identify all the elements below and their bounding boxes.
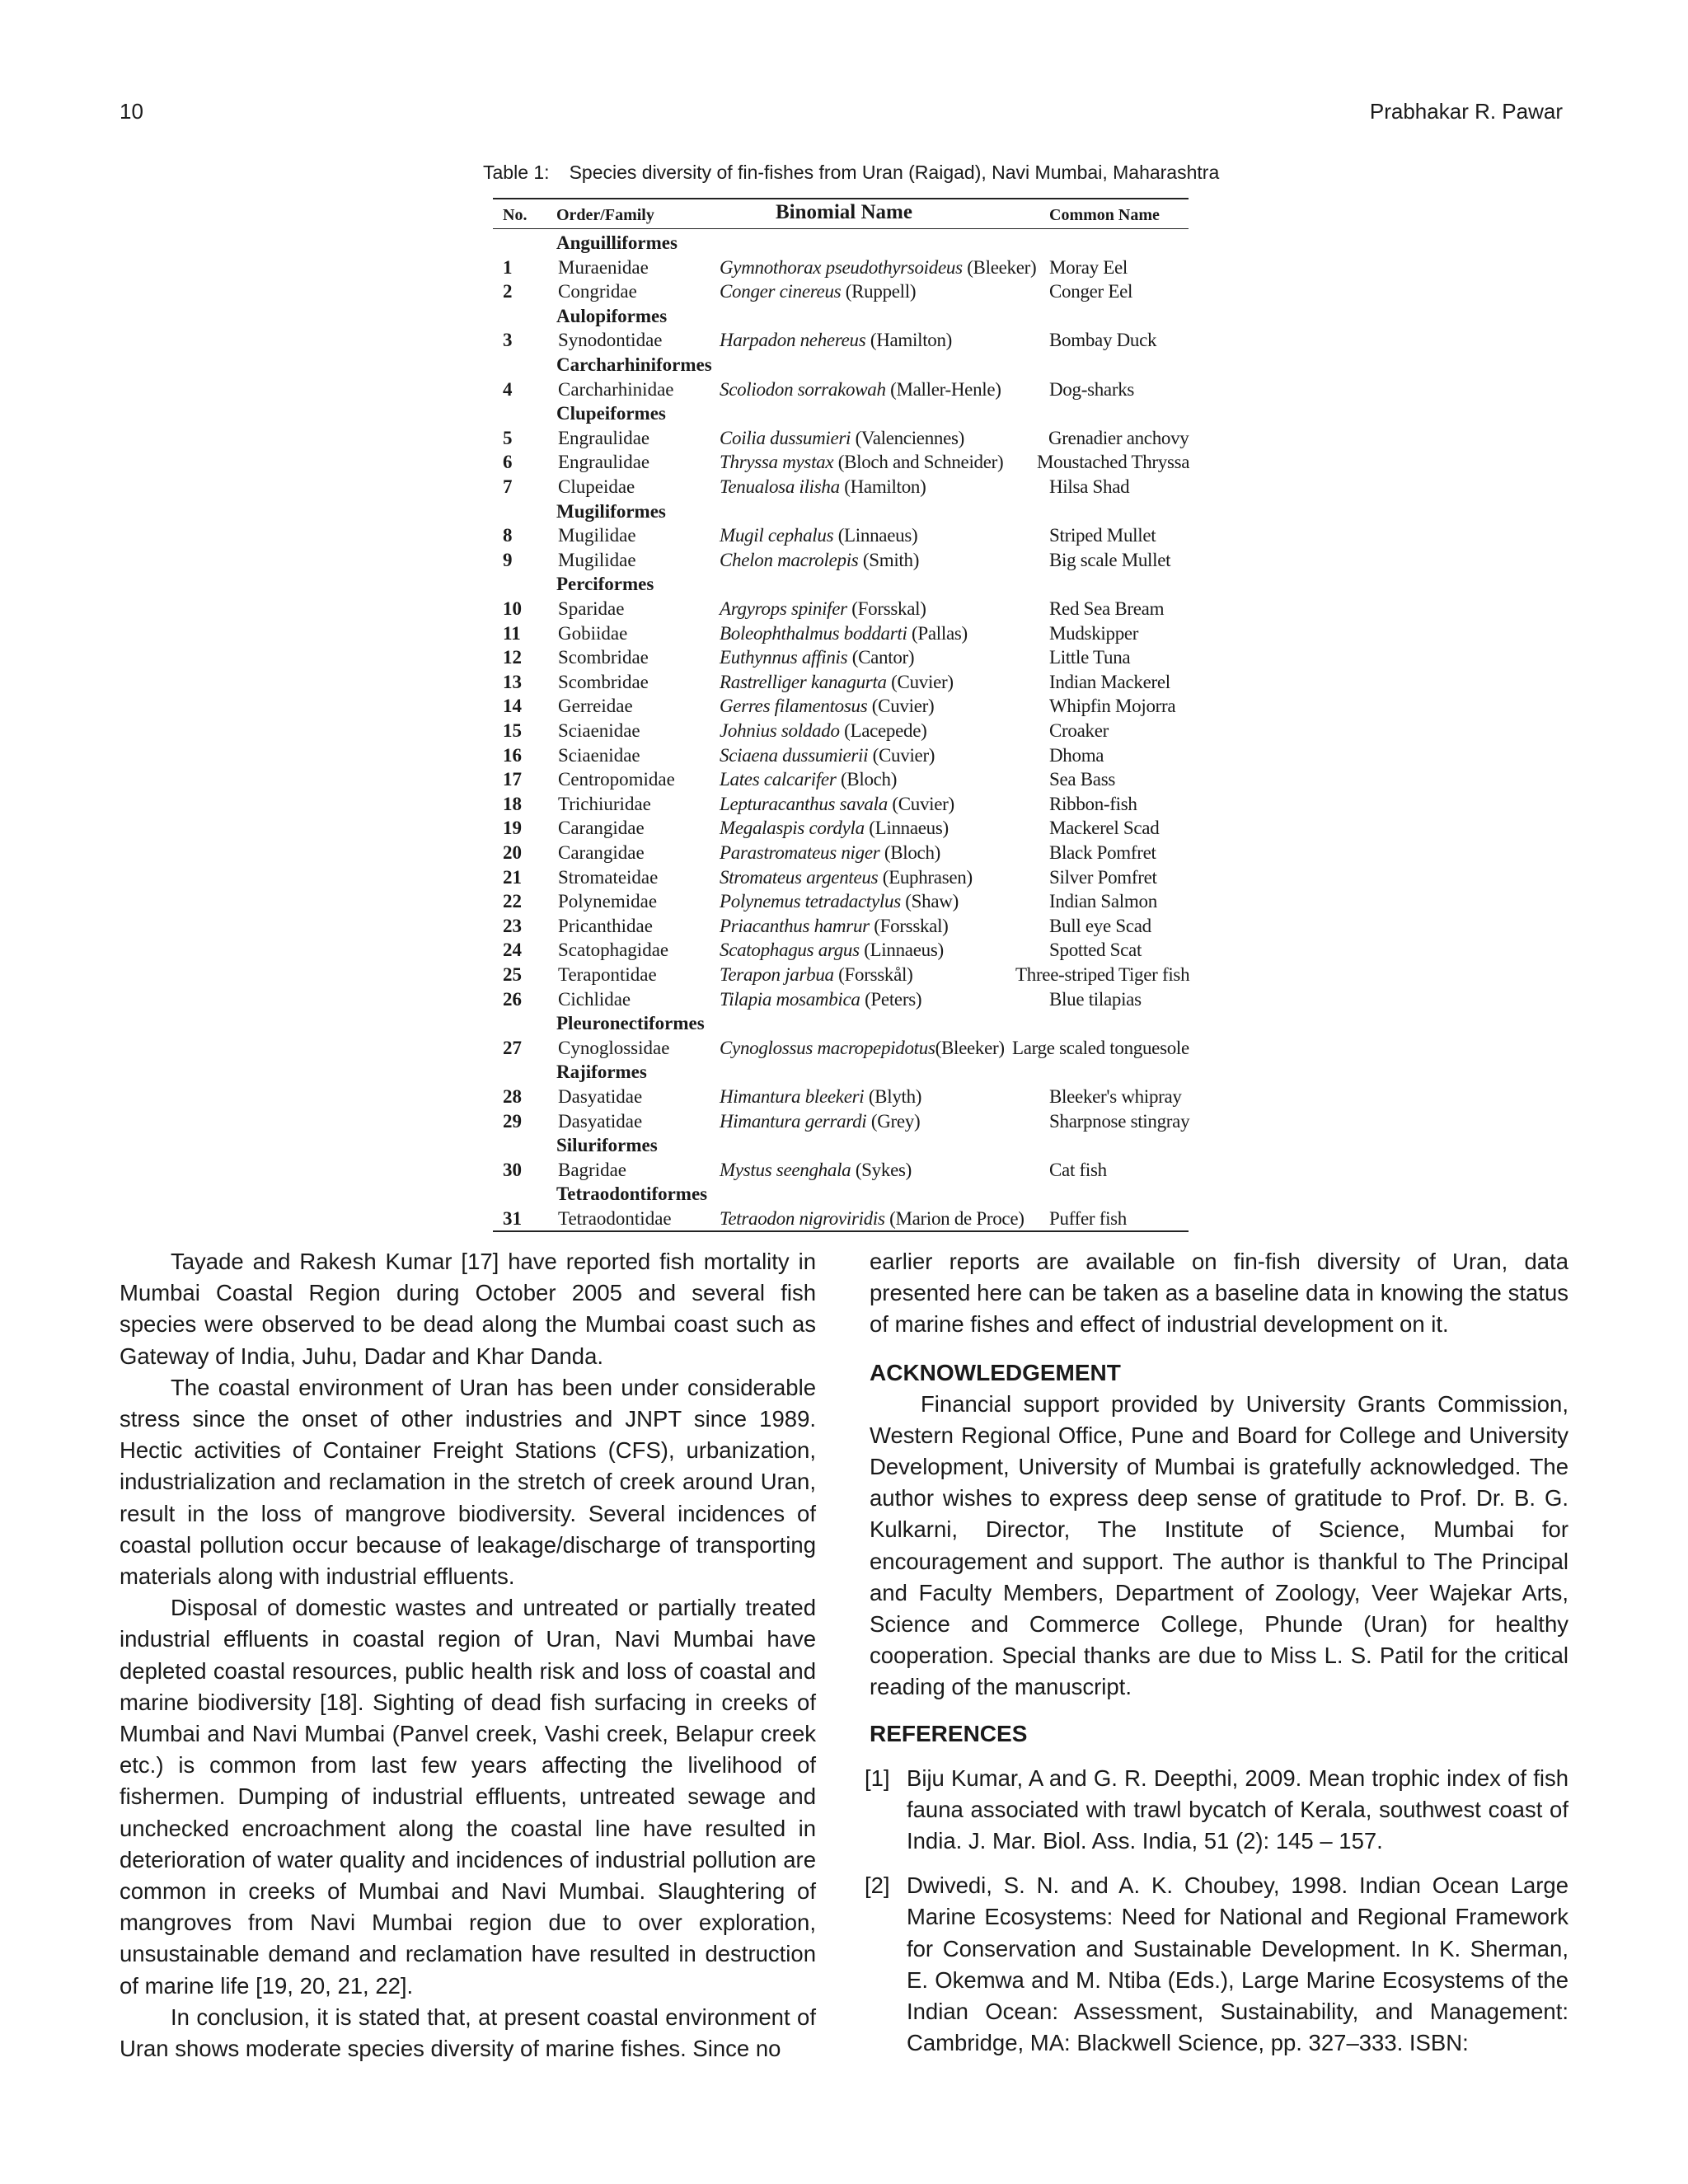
binomial-name (720, 1160, 912, 1181)
table-order-row (493, 232, 1189, 257)
binomial-species: Gerres filamentosus (720, 696, 868, 717)
binomial-species: Boleophthalmus boddarti (720, 622, 907, 644)
binomial-name (720, 794, 954, 815)
common-name: Hilsa Shad (1049, 476, 1130, 497)
species-number: 28 (503, 1086, 522, 1107)
common-name: Bleeker's whipray (1049, 1086, 1182, 1107)
binomial-name (720, 964, 912, 986)
binomial-name (720, 550, 919, 571)
table-order-row (493, 1183, 1189, 1208)
common-name: Ribbon-fish (1049, 793, 1137, 814)
binomial-name (720, 818, 949, 839)
binomial-species: Tilapia mosambica (720, 988, 860, 1010)
column-header-no: No. (503, 206, 528, 224)
family-name: Engraulidae (558, 452, 650, 473)
species-number: 8 (503, 525, 513, 546)
species-number: 3 (503, 330, 513, 351)
family-name: Gerreidae (558, 696, 633, 717)
binomial-name (720, 379, 1001, 401)
table-row (493, 891, 1189, 916)
table-row (493, 1111, 1189, 1136)
family-name: Mugilidae (558, 549, 636, 570)
binomial-species: Himantura bleekeri (720, 1086, 865, 1107)
order-name: Siluriformes (556, 1135, 658, 1156)
binomial-species: Euthynnus affinis (720, 647, 848, 668)
species-number: 26 (503, 988, 522, 1010)
binomial-species: Scatophagus argus (720, 940, 860, 961)
binomial-author: (Hamilton) (865, 330, 953, 351)
family-name: Sciaenidae (558, 720, 640, 741)
family-name: Scombridae (558, 671, 649, 692)
binomial-name (720, 672, 954, 693)
family-name: Sciaenidae (558, 744, 640, 766)
binomial-species: Chelon macrolepis (720, 549, 859, 570)
reference-number: [1] (865, 1765, 890, 1791)
table-header-rule (493, 228, 1189, 229)
common-name: Croaker (1049, 720, 1109, 741)
common-name: Sharpnose stingray (1049, 1110, 1190, 1132)
species-number: 15 (503, 720, 522, 741)
species-number: 6 (503, 452, 513, 473)
common-name: Three-striped Tiger fish (1015, 964, 1190, 985)
order-name: Clupeiformes (556, 403, 666, 424)
binomial-author: (Smith) (858, 549, 920, 570)
table-row (493, 428, 1189, 452)
paragraph: The coastal environment of Uran has been under considerable stress since the onset of other industries and JNPT since 1989. Hectic activities of Container Freight Stations (CFS), urbanization, industrialization and reclamation in the stretch of creek around Uran, result in the loss of mangrove biodiversity. Several incidences of coastal pollution occur because of leakage/discharge of transporting materials along with industrial effluents. (120, 1374, 816, 1590)
table-row (493, 257, 1189, 282)
binomial-species: Tenualosa ilisha (720, 476, 840, 497)
species-number: 9 (503, 549, 513, 570)
table-top-rule (493, 198, 1189, 199)
binomial-author: (Maller-Henle) (885, 378, 1001, 400)
table-row (493, 476, 1189, 501)
family-name: Carcharhinidae (558, 378, 674, 400)
common-name: Mackerel Scad (1049, 818, 1160, 839)
family-name: Stromateidae (558, 866, 659, 888)
table-order-row (493, 1013, 1189, 1038)
binomial-species: Lates calcarifer (720, 769, 837, 790)
binomial-species: Johnius soldado (720, 720, 840, 741)
binomial-author: (Bloch and Schneider) (833, 452, 1004, 473)
binomial-author: (Marion de Proce) (884, 1208, 1025, 1229)
table-row (493, 330, 1189, 354)
binomial-species: Lepturacanthus savala (720, 793, 888, 814)
table-row (493, 623, 1189, 648)
species-number: 21 (503, 866, 522, 888)
species-number: 17 (503, 769, 522, 790)
binomial-name (720, 647, 914, 668)
table-order-row (493, 306, 1189, 330)
table-bottom-rule (493, 1230, 1189, 1232)
binomial-name (720, 1038, 1005, 1059)
species-number: 20 (503, 842, 522, 863)
family-name: Dasyatidae (558, 1086, 643, 1107)
binomial-name (720, 623, 968, 644)
right-column (865, 1246, 1568, 2059)
order-name: Rajiformes (556, 1062, 647, 1083)
binomial-author: (Lacepede) (839, 720, 927, 741)
binomial-name (720, 867, 973, 888)
binomial-species: Polynemus tetradactylus (720, 891, 901, 912)
species-number: 7 (503, 476, 513, 497)
binomial-author: (Ruppell) (841, 281, 917, 302)
family-name: Polynemidae (558, 891, 658, 912)
common-name: Bull eye Scad (1049, 915, 1151, 936)
binomial-author: (Linnaeus) (864, 818, 949, 839)
binomial-author: (Cuvier) (887, 793, 954, 814)
species-number: 1 (503, 256, 513, 278)
binomial-name (720, 525, 917, 546)
binomial-author: (Cuvier) (868, 744, 935, 766)
table-order-row (493, 403, 1189, 428)
species-number: 11 (503, 622, 521, 644)
binomial-name (720, 696, 934, 717)
binomial-author: (Blyth) (864, 1086, 922, 1107)
column-header-binomial: Binomial Name (776, 201, 912, 223)
common-name: Cat fish (1049, 1159, 1107, 1180)
binomial-author: (Bleeker) (935, 1037, 1005, 1058)
left-column (120, 1246, 816, 2064)
family-name: Scatophagidae (558, 940, 669, 961)
species-number: 30 (503, 1159, 522, 1180)
species-number: 2 (503, 281, 513, 302)
paragraph: Tayade and Rakesh Kumar [17] have reported fish mortality in Mumbai Coastal Region during October 2005 and several fish species were observed to be dead along the Mumbai coast such as Gateway of India, Juhu, Dadar and Khar Danda. (120, 1249, 816, 1369)
order-name: Aulopiformes (556, 305, 668, 326)
binomial-author: (Euphrasen) (878, 866, 973, 888)
family-name: Trichiuridae (558, 793, 651, 814)
table-row (493, 598, 1189, 623)
common-name: Whipfin Mojorra (1049, 696, 1176, 717)
binomial-name (720, 428, 964, 449)
common-name: Moray Eel (1049, 256, 1128, 278)
binomial-name (720, 891, 959, 912)
family-name: Muraenidae (558, 256, 649, 278)
table-row (493, 842, 1189, 867)
family-name: Mugilidae (558, 525, 636, 546)
table-row (493, 550, 1189, 574)
common-name: Bombay Duck (1049, 330, 1157, 351)
binomial-author: (Peters) (860, 988, 922, 1010)
binomial-author: (Hamilton) (839, 476, 926, 497)
binomial-species: Megalaspis cordyla (720, 818, 865, 839)
table-row (493, 1086, 1189, 1111)
species-number: 27 (503, 1037, 522, 1058)
binomial-species: Scoliodon sorrakowah (720, 378, 886, 400)
common-name: Moustached Thryssa (1037, 452, 1190, 473)
order-name: Pleuronectiformes (556, 1013, 705, 1034)
binomial-species: Conger cinereus (720, 281, 842, 302)
page-number: 10 (120, 99, 143, 124)
species-number: 23 (503, 915, 522, 936)
paragraph: In conclusion, it is stated that, at present coastal environment of Uran shows moderate species diversity of marine fishes. Since no (120, 2004, 816, 2062)
family-name: Scombridae (558, 647, 649, 668)
binomial-name (720, 281, 916, 302)
species-number: 14 (503, 696, 522, 717)
binomial-author: (Bloch) (836, 769, 898, 790)
binomial-name (720, 940, 944, 961)
references-heading: REFERENCES (870, 1720, 1028, 1746)
table-row (493, 672, 1189, 696)
family-name: Pricanthidae (558, 915, 653, 936)
binomial-name (720, 989, 921, 1010)
table-caption-label: Table 1: (483, 162, 550, 183)
common-name: Black Pomfret (1049, 842, 1156, 863)
binomial-author: (Grey) (866, 1110, 921, 1132)
table-row (493, 1160, 1189, 1184)
table-order-row (493, 501, 1189, 526)
species-number: 24 (503, 940, 522, 961)
order-name: Anguilliformes (556, 232, 678, 253)
binomial-name (720, 257, 1036, 279)
common-name: Puffer fish (1049, 1208, 1128, 1229)
reference-number: [2] (865, 1872, 890, 1899)
order-name: Carcharhiniformes (556, 354, 712, 375)
table-caption-text: Species diversity of fin-fishes from Uran (Raigad), Navi Mumbai, Maharashtra (569, 162, 1220, 183)
binomial-species: Mugil cephalus (720, 525, 834, 546)
common-name: Dog-sharks (1049, 378, 1135, 400)
paragraph-continuation: earlier reports are available on fin-fish diversity of Uran, data presented here can be taken as a baseline data in knowing the status of marine fishes and effect of industrial development on it. (870, 1249, 1568, 1338)
table-row (493, 769, 1189, 794)
binomial-species: Priacanthus hamrur (720, 915, 870, 936)
binomial-species: Tetraodon nigroviridis (720, 1208, 885, 1229)
table-order-row (493, 574, 1189, 598)
species-number: 31 (503, 1208, 522, 1229)
table-order-row (493, 354, 1189, 379)
binomial-name (720, 330, 952, 351)
binomial-author: (Bloch) (879, 842, 941, 863)
species-number: 5 (503, 427, 513, 448)
family-name: Bagridae (558, 1159, 627, 1180)
common-name: Mudskipper (1049, 622, 1139, 644)
binomial-author: (Pallas) (907, 622, 968, 644)
column-header-family: Order/Family (556, 206, 654, 224)
family-name: Dasyatidae (558, 1110, 643, 1132)
family-name: Centropomidae (558, 769, 675, 790)
table-row (493, 281, 1189, 306)
common-name: Silver Pomfret (1049, 866, 1157, 888)
common-name: Dhoma (1049, 744, 1104, 766)
binomial-author: (Forsskal) (869, 915, 949, 936)
binomial-author: (Linnaeus) (833, 525, 918, 546)
order-name: Perciformes (556, 574, 654, 595)
species-number: 19 (503, 818, 522, 839)
binomial-name (720, 842, 940, 864)
family-name: Congridae (558, 281, 637, 302)
species-number: 18 (503, 793, 522, 814)
species-number: 10 (503, 598, 522, 619)
common-name: Large scaled tonguesole (1012, 1037, 1189, 1058)
binomial-species: Stromateus argenteus (720, 866, 879, 888)
binomial-author: (Shaw) (900, 891, 959, 912)
family-name: Carangidae (558, 842, 645, 863)
species-number: 13 (503, 671, 522, 692)
table-caption (483, 162, 1219, 184)
table-row (493, 647, 1189, 672)
binomial-species: Himantura gerrardi (720, 1110, 867, 1132)
binomial-author: (Cuvier) (867, 696, 935, 717)
common-name: Indian Mackerel (1049, 671, 1170, 692)
binomial-author: (Forsskal) (846, 598, 926, 619)
binomial-species: Coilia dussumieri (720, 427, 851, 448)
family-name: Engraulidae (558, 427, 650, 448)
paragraph: Disposal of domestic wastes and untreated or partially treated industrial effluents in coastal region of Uran, Navi Mumbai have depleted coastal resources, public health risk and loss of coastal and marine biodiversity [18]. Sighting of dead fish surfacing in creeks of Mumbai and Navi Mumbai (Panvel creek, Vashi creek, Belapur creek etc.) is common from last few years affecting the livelihood of fishermen. Dumping of industrial effluents, untreated sewage and unchecked encroachment along the coastal line have resulted in deterioration of water quality and incidences of industrial pollution are common in creeks of Mumbai and Navi Mumbai. Slaughtering of mangroves from Navi Mumbai region due to over exploration, unsustainable demand and reclamation have resulted in destruction of marine life [19, 20, 21, 22]. (120, 1595, 816, 1999)
family-name: Cichlidae (558, 988, 631, 1010)
species-number: 16 (503, 744, 522, 766)
table-row (493, 989, 1189, 1014)
species-number: 29 (503, 1110, 522, 1132)
family-name: Clupeidae (558, 476, 635, 497)
table-order-row (493, 1135, 1189, 1160)
binomial-species: Sciaena dussumierii (720, 744, 869, 766)
binomial-name (720, 745, 935, 766)
binomial-name (720, 769, 897, 790)
binomial-author: (Linnaeus) (859, 940, 944, 961)
binomial-author: (Valenciennes) (851, 427, 965, 448)
table-row (493, 1038, 1189, 1062)
common-name: Blue tilapias (1049, 988, 1142, 1010)
family-name: Cynoglossidae (558, 1037, 670, 1058)
table-row (493, 940, 1189, 964)
table-row (493, 916, 1189, 940)
binomial-author: (Sykes) (851, 1159, 912, 1180)
family-name: Carangidae (558, 818, 645, 839)
reference-item (865, 1870, 1568, 2059)
running-head-author: Prabhakar R. Pawar (1369, 99, 1563, 124)
column-header-common: Common Name (1049, 206, 1160, 224)
family-name: Gobiidae (558, 622, 628, 644)
binomial-species: Cynoglossus macropepidotus (720, 1037, 935, 1058)
order-name: Tetraodontiformes (556, 1183, 708, 1205)
table-row (493, 696, 1189, 720)
table-row (493, 1208, 1189, 1233)
common-name: Little Tuna (1049, 647, 1131, 668)
reference-item (865, 1763, 1568, 1858)
common-name: Spotted Scat (1049, 940, 1142, 961)
binomial-name (720, 452, 1003, 473)
binomial-species: Argyrops spinifer (720, 598, 847, 619)
reference-text: Dwivedi, S. N. and A. K. Choubey, 1998. Indian Ocean Large Marine Ecosystems: Need for National and Regional Framework for Conservation and Sustainable Development. In K. Sherman, E. Okemwa and M. Ntiba (Eds.), Large Marine Ecosystems of the Indian Ocean: Assessment, Sustainability, and Management: Cambridge, MA: Blackwell Science, pp. 327–333. ISBN: (907, 1872, 1568, 2056)
acknowledgement-text: Financial support provided by University Grants Commission, Western Regional Office, Pune and Board for College and University Development, University of Mumbai is gratefully acknowledged. The author wishes to express deep sense of gratitude to Prof. Dr. B. G. Kulkarni, Director, The Institute of Science, Mumbai for encouragement and support. The author is thankful to The Principal and Faculty Members, Department of Zoology, Veer Wajekar Arts, Science and Commerce College, Phunde (Uran) for healthy cooperation. Special thanks are due to Miss L. S. Patil for the critical reading of the manuscript. (870, 1390, 1568, 1700)
table-row (493, 525, 1189, 550)
table-row (493, 720, 1189, 745)
binomial-species: Terapon jarbua (720, 964, 834, 985)
binomial-author: (Bleeker) (962, 256, 1037, 278)
species-number: 25 (503, 964, 522, 985)
table-row (493, 964, 1189, 989)
family-name: Sparidae (558, 598, 625, 619)
binomial-name (720, 1208, 1025, 1230)
binomial-name (720, 476, 926, 498)
binomial-species: Thryssa mystax (720, 452, 834, 473)
family-name: Tetraodontidae (558, 1208, 672, 1229)
table-order-row (493, 1062, 1189, 1086)
common-name: Indian Salmon (1049, 891, 1157, 912)
table-row (493, 867, 1189, 892)
order-name: Mugiliformes (556, 500, 666, 522)
family-name: Terapontidae (558, 964, 657, 985)
common-name: Red Sea Bream (1049, 598, 1165, 619)
common-name: Grenadier anchovy (1048, 427, 1189, 448)
table-row (493, 794, 1189, 818)
table-row (493, 379, 1189, 404)
species-number: 4 (503, 378, 513, 400)
table-row (493, 818, 1189, 842)
family-name: Synodontidae (558, 330, 663, 351)
table-row (493, 745, 1189, 770)
species-number: 12 (503, 647, 522, 668)
reference-text: Biju Kumar, A and G. R. Deepthi, 2009. Mean trophic index of fish fauna associated with trawl bycatch of Kerala, southwest coast of India. J. Mar. Biol. Ass. India, 51 (2): 145 – 157. (907, 1765, 1568, 1854)
common-name: Conger Eel (1049, 281, 1133, 302)
binomial-name (720, 916, 949, 937)
table-row (493, 452, 1189, 476)
binomial-name (720, 720, 927, 742)
common-name: Striped Mullet (1049, 525, 1156, 546)
binomial-author: (Cantor) (847, 647, 915, 668)
binomial-species: Parastromateus niger (720, 842, 880, 863)
common-name: Big scale Mullet (1049, 549, 1171, 570)
binomial-species: Gymnothorax pseudothyrsoideus (720, 256, 963, 278)
acknowledgement-heading: ACKNOWLEDGEMENT (870, 1359, 1121, 1385)
binomial-species: Rastrelliger kanagurta (720, 671, 887, 692)
binomial-name (720, 1086, 921, 1108)
binomial-author: (Forsskål) (833, 964, 913, 985)
species-number: 22 (503, 891, 522, 912)
binomial-species: Mystus seenghala (720, 1159, 851, 1180)
binomial-species: Harpadon nehereus (720, 330, 866, 351)
binomial-name (720, 1111, 920, 1132)
common-name: Sea Bass (1049, 769, 1116, 790)
binomial-name (720, 598, 926, 620)
binomial-author: (Cuvier) (886, 671, 954, 692)
